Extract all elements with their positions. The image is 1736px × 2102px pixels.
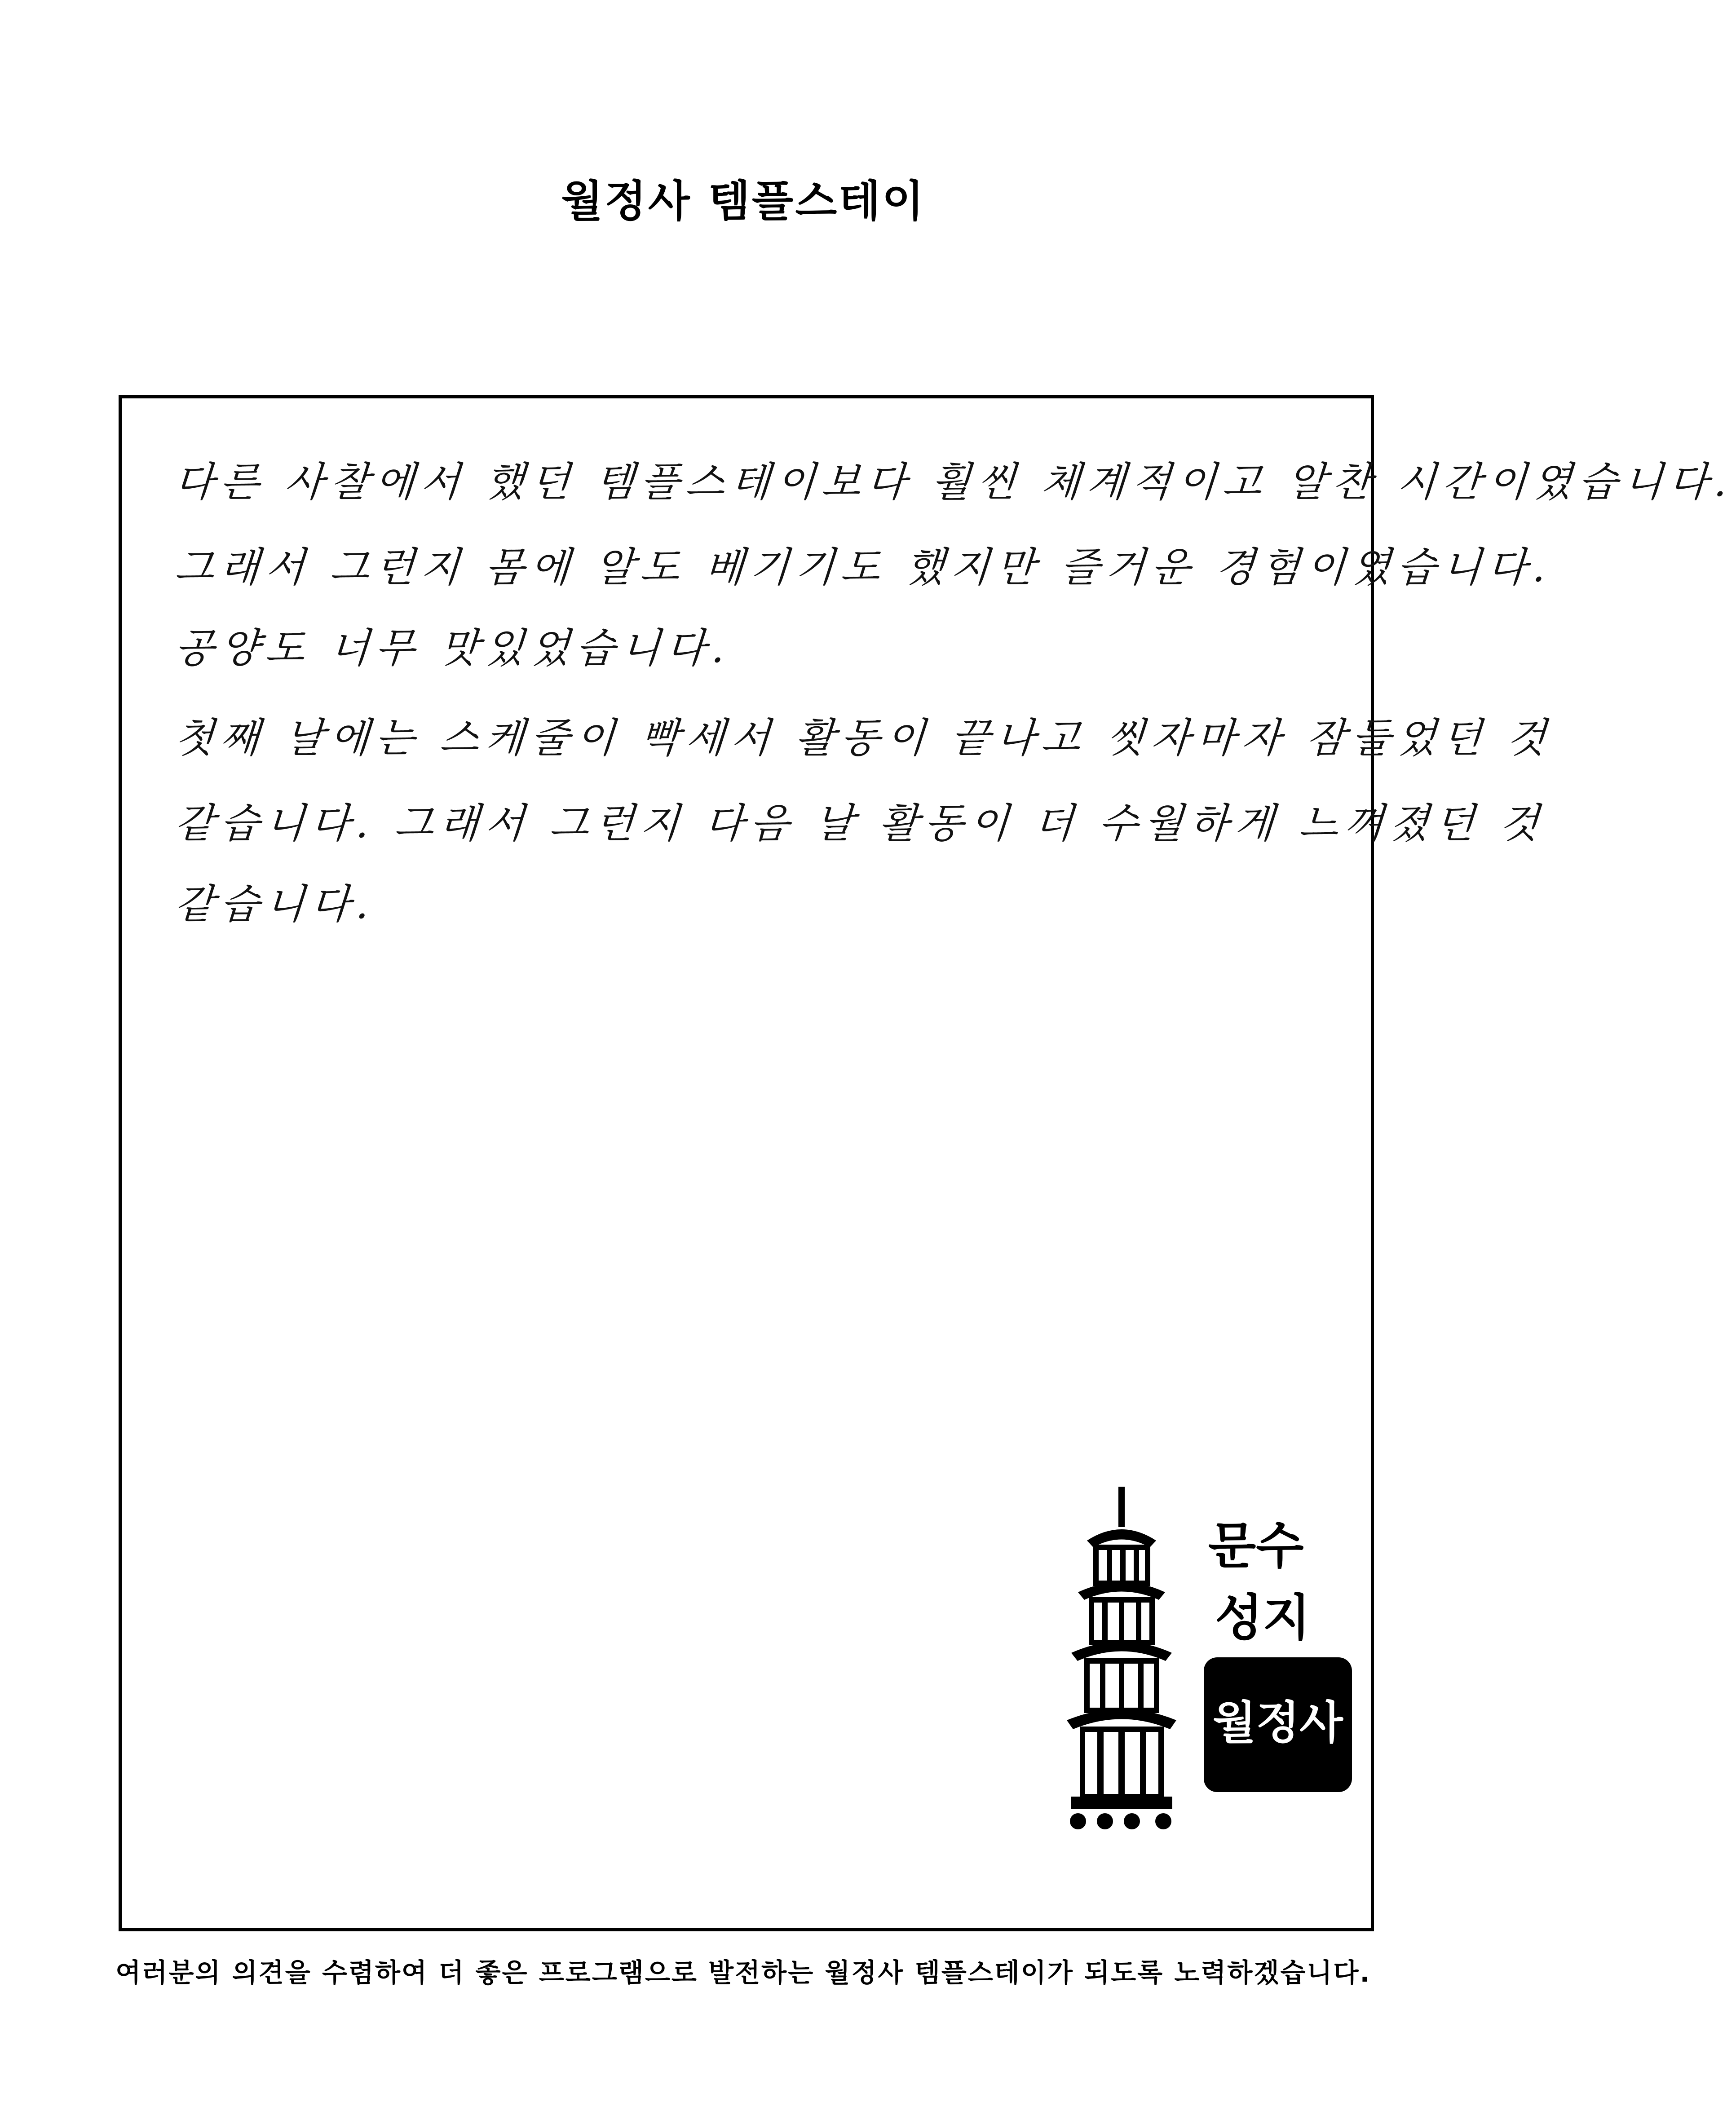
feedback-line: 공양도 너무 맛있었습니다. (173, 625, 733, 672)
footer-note: 여러분의 의견을 수렴하여 더 좋은 프로그램으로 발전하는 월정사 템플스테이가 되도록 노력하겠습니다. (115, 1957, 1371, 1988)
seal-text-top: 문수 (1208, 1517, 1304, 1575)
page-title: 월정사 템플스테이 (561, 176, 926, 226)
pagoda-icon (1067, 1487, 1176, 1829)
feedback-line: 그래서 그런지 몸에 알도 베기기도 했지만 즐거운 경험이였습니다. (173, 544, 1554, 591)
feedback-line: 첫째 날에는 스케줄이 빡세서 활동이 끝나고 씻자마자 잠들었던 것 (173, 715, 1554, 762)
feedback-line: 다른 사찰에서 했던 템플스테이보다 훨씬 체계적이고 알찬 시간이였습니다. (173, 459, 1736, 506)
feedback-line: 같습니다. 그래서 그런지 다음 날 활동이 더 수월하게 느껴졌던 것 (173, 800, 1547, 847)
feedback-line: 같습니다. (173, 881, 377, 928)
temple-seal-logo (1060, 1487, 1365, 1846)
seal-text-block: 월정사 (1213, 1696, 1343, 1749)
seal-text-middle: 성지 (1215, 1589, 1311, 1647)
